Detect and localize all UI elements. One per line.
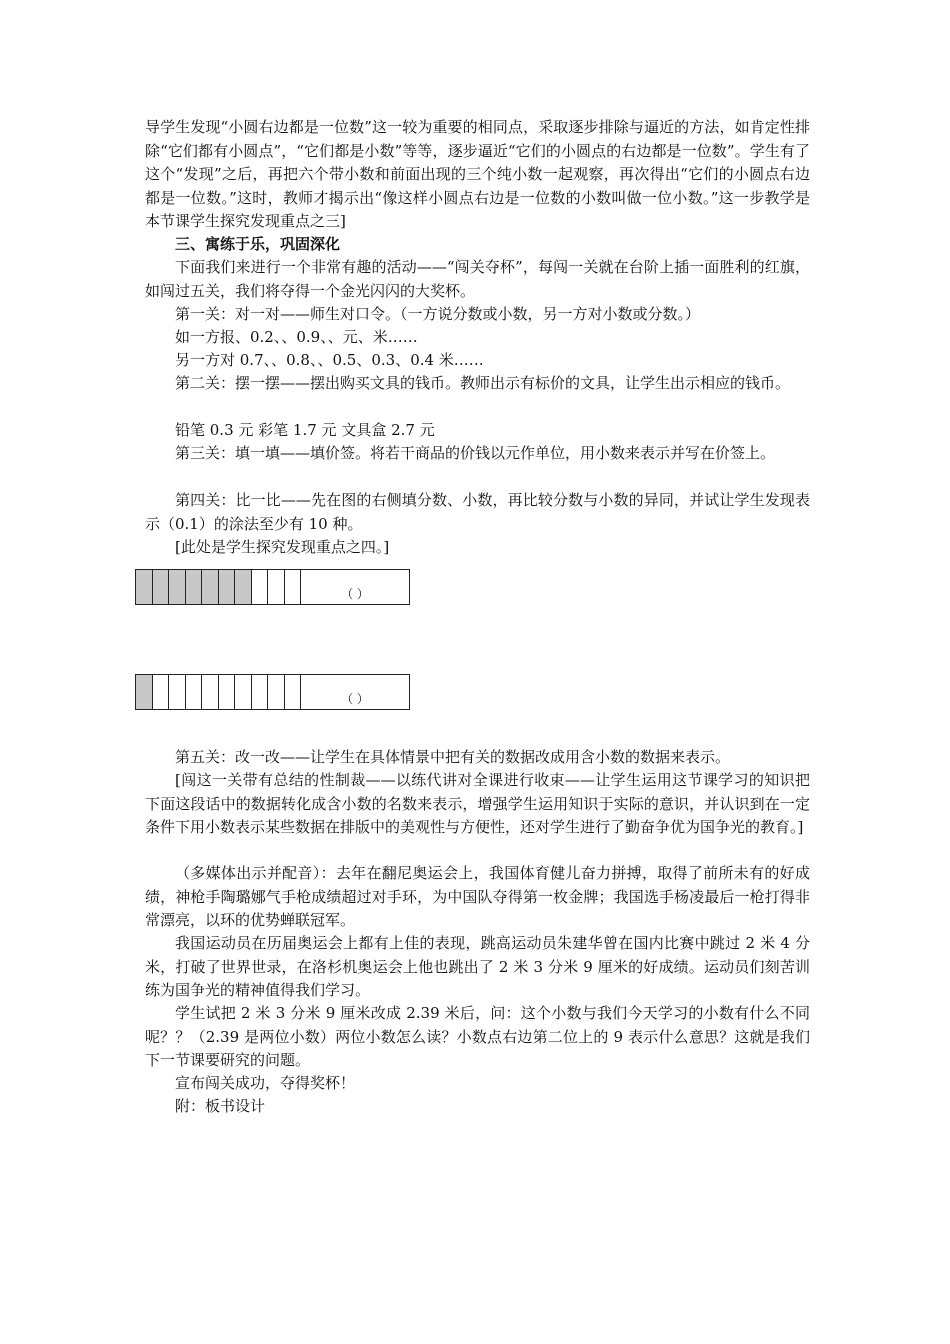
strip-cell (235, 675, 252, 709)
paragraph-prices: 铅笔 0.3 元 彩笔 1.7 元 文具盒 2.7 元 (175, 421, 435, 439)
paragraph-level-5: 第五关：改一改——让学生在具体情景中把有关的数据改成用含小数的数据来表示。 (175, 748, 731, 766)
answer-blank-text: （ ） (341, 587, 369, 601)
strip-cell-shaded (153, 570, 170, 604)
section-heading: 三、寓练于乐，巩固深化 (175, 235, 341, 253)
paragraph-level-1: 第一关：对一对——师生对口令。（一方说分数或小数，另一方对小数或分数。） (175, 305, 701, 323)
strip-cell (252, 570, 269, 604)
strip-cell (268, 675, 285, 709)
paragraph-note-4: [此处是学生探究发现重点之四。] (175, 538, 390, 556)
paragraph-intro: 导学生发现“小圆右边都是一位数”这一较为重要的相同点，采取逐步排除与逼近的方法，如肯定性排除“它们都有小圆点”，“它们都是小数”等等，逐步逼近“它们的小圆点的右边都是一位数”。学生有了这个“发现”之后，再把六个带小数和前面出现的三个纯小数一起观察，再次得出“它们的小圆点右边都是一位数。”这时，教师才揭示出“像这样小圆点右边是一位数的小数叫做一位小数。”这一步教学是本节课学生探究发现重点之三] (145, 118, 810, 230)
paragraph-level-5-note: [闯这一关带有总结的性制裁——以练代讲对全课进行收束——让学生运用这节课学习的知识把下面这段话中的数据转化成含小数的名数来表示，增强学生运用知识于实际的意识，并认识到在一定条件下用小数表示某些数据在排版中的美观性与方便性，还对学生进行了勤奋争优为国争光的教育。] (145, 771, 810, 836)
strip-cell-shaded (169, 570, 186, 604)
strip-cell (219, 675, 236, 709)
strip-cell-shaded (136, 570, 153, 604)
paragraph-activity: 下面我们来进行一个非常有趣的活动——“闯关夺杯”，每闯一关就在台阶上插一面胜利的红旗，如闯过五关，我们将夺得一个金光闪闪的大奖杯。 (145, 258, 810, 300)
strip-cell-shaded (219, 570, 236, 604)
strip-cell-shaded (235, 570, 252, 604)
paragraph-level-2: 第二关：摆一摆——摆出购买文具的钱币。教师出示有标价的文具，让学生出示相应的钱币。 (175, 374, 791, 392)
answer-blank (301, 675, 409, 709)
strip-cell (285, 570, 302, 604)
paragraph-olympics: 我国运动员在历届奥运会上都有上佳的表现，跳高运动员朱建华曾在国内比赛中跳过 2 米 4 分米，打破了世界世录，在洛杉机奥运会上他也跳出了 2 米 3 分米 9 厘米的好成绩。运动员们刻苦训练为国争光的精神值得我们学习。 (145, 934, 810, 999)
strip-cell-shaded (186, 570, 203, 604)
paragraph-level-1-example-a: 如一方报、0.2、、0.9、、元、米…… (175, 328, 418, 346)
strip-cell (169, 675, 186, 709)
strip-cell-shaded (202, 570, 219, 604)
fraction-strip-2 (135, 674, 410, 710)
strip-cell (153, 675, 170, 709)
strip-cell (268, 570, 285, 604)
paragraph-level-1-example-b: 另一方对 0.7、、0.8、、0.5、0.3、0.4 米…… (175, 351, 484, 369)
strip-cell (186, 675, 203, 709)
paragraph-level-3: 第三关：填一填——填价签。将若干商品的价钱以元作单位，用小数来表示并写在价签上。 (175, 444, 776, 462)
answer-blank-text: （ ） (341, 692, 369, 706)
strip-cell-shaded (136, 675, 153, 709)
paragraph-appendix: 附：板书设计 (175, 1097, 266, 1115)
fraction-strip-1 (135, 569, 410, 605)
paragraph-level-4: 第四关：比一比——先在图的右侧填分数、小数，再比较分数与小数的异同，并试让学生发现表示（0.1）的涂法至少有 10 种。 (145, 491, 810, 533)
paragraph-success: 宣布闯关成功，夺得奖杯！ (175, 1074, 356, 1092)
strip-cell (202, 675, 219, 709)
answer-blank (301, 570, 409, 604)
paragraph-multimedia: （多媒体出示并配音）：去年在翻尼奥运会上，我国体育健儿奋力拼搏，取得了前所未有的好成绩，神枪手陶璐娜气手枪成绩超过对手环，为中国队夺得第一枚金牌；我国选手杨凌最后一枪打得非常漂亮，以环的优势蝉联冠军。 (145, 864, 810, 929)
paragraph-question: 学生试把 2 米 3 分米 9 厘米改成 2.39 米后，问：这个小数与我们今天学习的小数有什么不同呢？？（2.39 是两位小数）两位小数怎么读？小数点右边第二位上的 9 表示什么意思？这就是我们下一节课要研究的问题。 (145, 1004, 810, 1069)
strip-cell (252, 675, 269, 709)
strip-cell (285, 675, 302, 709)
